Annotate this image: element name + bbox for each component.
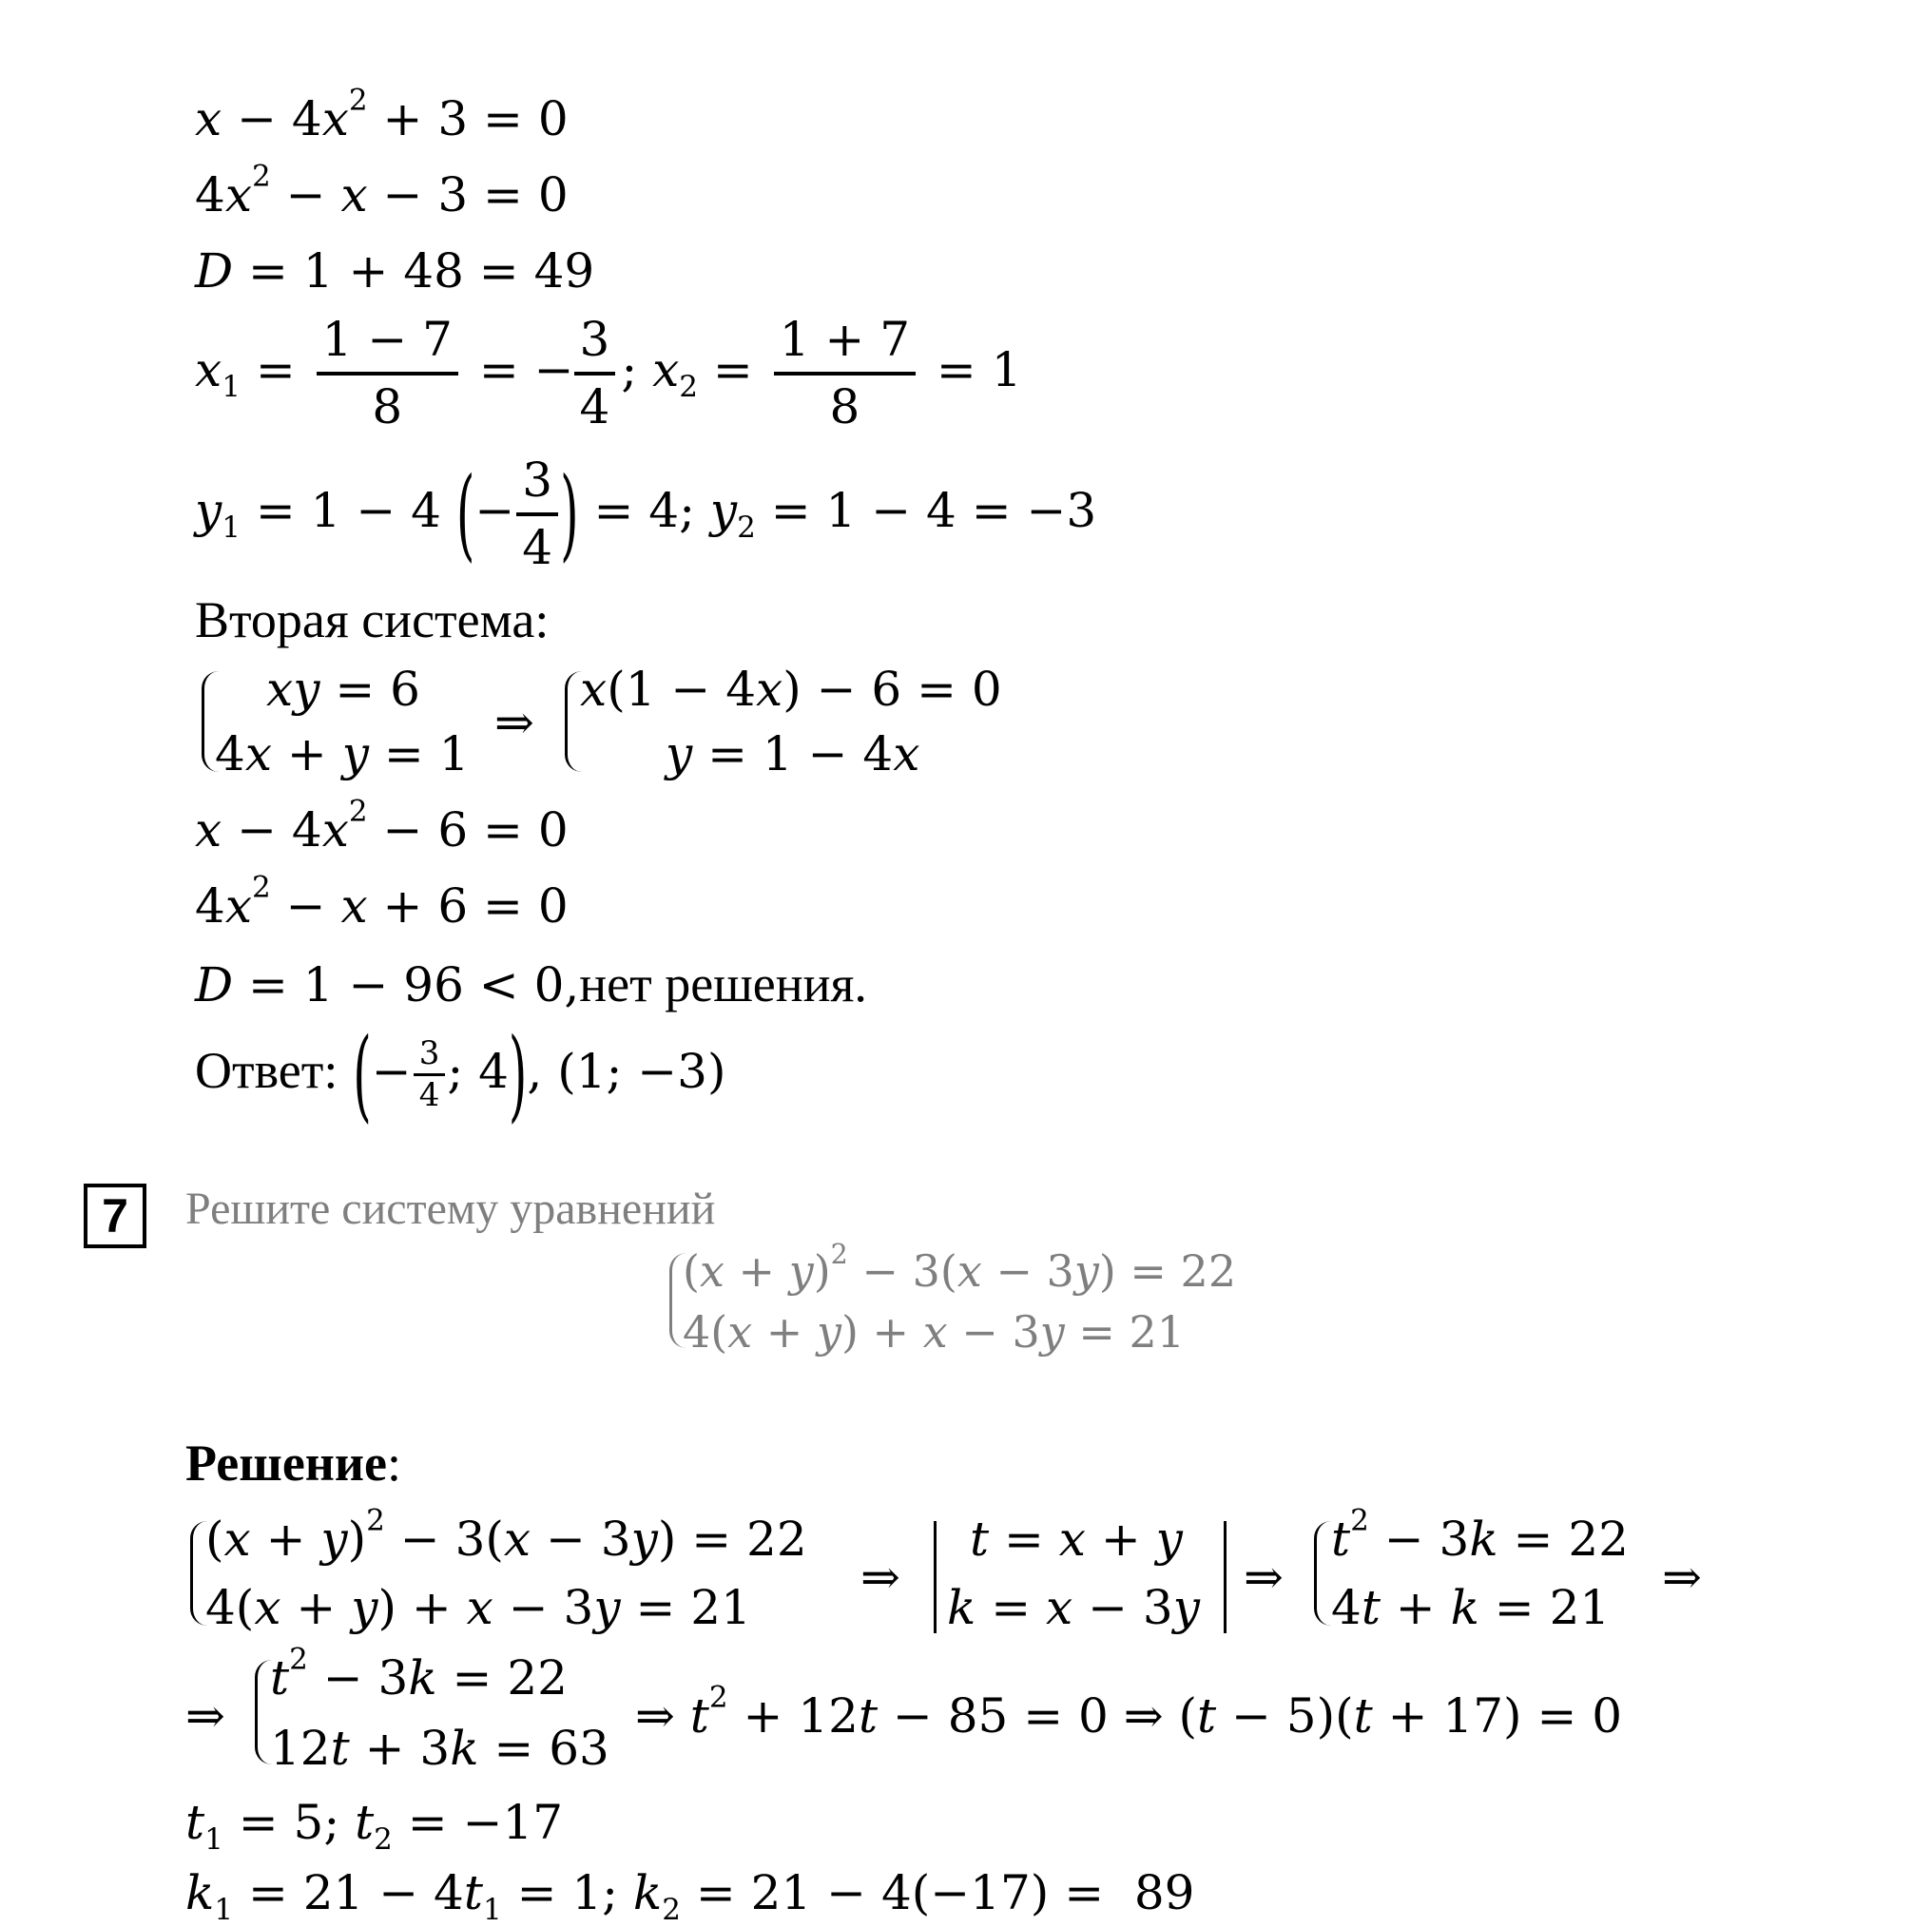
- problem-system-row-2: 4(x + y) + x − 3y = 21: [683, 1306, 1186, 1358]
- discriminant2-line: D = 1 − 96 < 0,нет решения.: [195, 955, 867, 1012]
- second-system-label: Вторая система:: [195, 591, 550, 648]
- system-tk-row-1: $t^2 - 3k = 22$: [1331, 1503, 1629, 1567]
- system-tk2-row-2: 12t + 3k = 63: [270, 1721, 609, 1776]
- system-tk2-row-1: $t^2 - 3k = 22$: [270, 1642, 568, 1705]
- system-tk-row-2: 4t + k = 21: [1331, 1580, 1611, 1635]
- quadratic-equation: ⇒ $t^2 + 12t - 85 = 0$ ⇒ (t − 5)(t + 17) = 0: [635, 1680, 1623, 1744]
- equation-line-4: $4x^2 - x + 6 = 0$: [195, 870, 569, 934]
- discriminant-line: D = 1 + 48 = 49: [195, 243, 595, 299]
- t-values-line: $t_1 = 5$; $t_2 = -17$: [185, 1795, 564, 1857]
- answer-line: Ответ: (− $\frac{3}{4}$ ; 4), (1; −3): [195, 1016, 726, 1133]
- problem-prompt: Решите систему уравнений: [185, 1184, 716, 1234]
- system2-left-row-1: xy = 6: [266, 662, 420, 717]
- implies-arrow: ⇒: [494, 695, 534, 750]
- vertical-bar-left: [934, 1521, 937, 1633]
- implies-arrow: ⇒: [185, 1688, 225, 1744]
- substitution-k: k = x − 3y: [947, 1580, 1200, 1635]
- solution-heading: Решение:: [185, 1435, 402, 1492]
- solution-system-row-1: $(x + y)^2 - 3(x - 3y) = 22$: [205, 1503, 807, 1567]
- roots-x-line: $x_1$ = $\frac{1 - 7}{8}$ = − $\frac{3}{4}$ ; $x_2$ = $\frac{1 + 7}{8}$ = 1: [195, 312, 1022, 434]
- equation-line-3: $x - 4x^2 - 6 = 0$: [195, 794, 569, 858]
- system2-left-row-2: 4x + y = 1: [215, 726, 470, 781]
- answer-label: Ответ:: [195, 1041, 338, 1099]
- vertical-bar-right: [1224, 1521, 1227, 1633]
- implies-arrow: ⇒: [860, 1550, 900, 1605]
- solution-system-row-2: 4(x + y) + x − 3y = 21: [205, 1580, 751, 1635]
- problem-system-row-1: $(x + y)^2 - 3(x - 3y) = 22$: [683, 1238, 1237, 1297]
- equation-line-2: $4x^2 - x - 3 = 0$: [195, 159, 569, 222]
- implies-arrow: ⇒: [1662, 1550, 1702, 1605]
- system2-right-row-1: x(1 − 4x) − 6 = 0: [580, 662, 1002, 717]
- problem-number: 7: [84, 1184, 146, 1248]
- substitution-t: t = x + y: [970, 1512, 1183, 1567]
- k-values-line: $k_1 = 21 - 4t_1 = 1$; $k_2 = 21 - 4(-17) = 89$: [185, 1865, 1195, 1927]
- implies-arrow: ⇒: [1244, 1550, 1284, 1605]
- roots-y-line: $y_1 = 1 - 4$ (− $\frac{3}{4}$ ) = 4; $y_2 = 1 - 4 = -3$: [195, 453, 1097, 575]
- equation-line-1: $x - 4x^2 + 3 = 0$: [195, 83, 569, 146]
- system2-right-row-2: y = 1 − 4x: [666, 726, 920, 781]
